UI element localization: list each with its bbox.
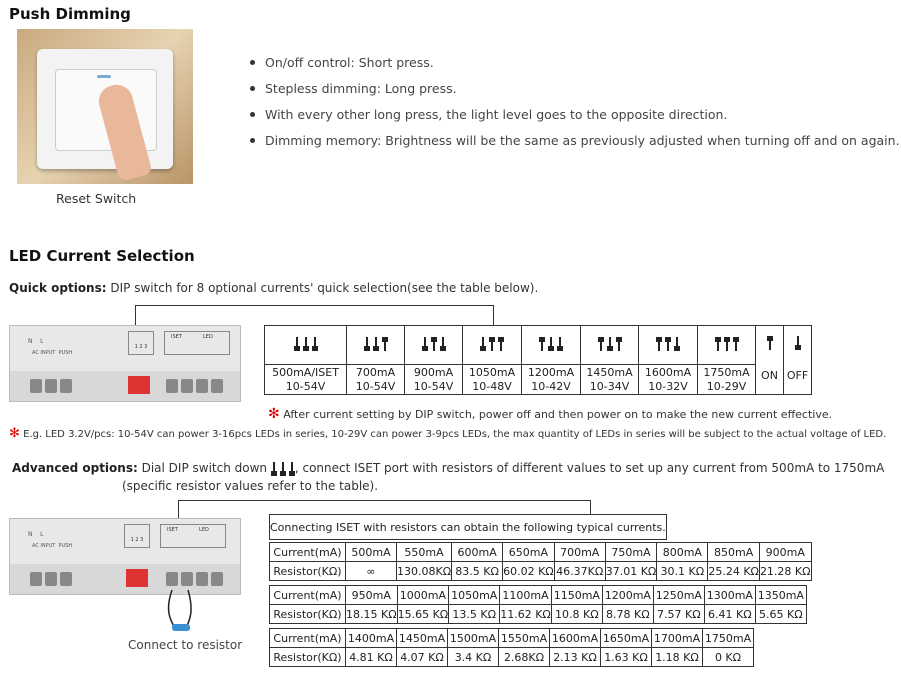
resistor-value: 60.02 KΩ (503, 562, 555, 581)
note-1: ✻ After current setting by DIP switch, power off and then power on to make the new current effective. (268, 406, 833, 422)
resistor-value: 15.65 KΩ (397, 605, 449, 624)
connector-line (493, 305, 494, 325)
dip-switch-icon (715, 337, 739, 351)
dip-switch-icon (364, 337, 388, 351)
resistor-value: 6.41 KΩ (704, 605, 755, 624)
resistor-value: 18.15 KΩ (346, 605, 398, 624)
bullet-item: Stepless dimming: Long press. (250, 81, 900, 107)
resistor-value: 2.13 KΩ (550, 648, 601, 667)
dip-pattern-cell (698, 326, 756, 365)
dip-switch-icon (656, 337, 680, 351)
current-value: 1150mA (551, 586, 602, 605)
current-label: Current(mA) (270, 629, 346, 648)
current-value: 1400mA (346, 629, 397, 648)
current-value: 1750mA (703, 629, 754, 648)
dip-voltage-cell: 10-54V (347, 380, 405, 395)
resistor-value: 4.07 KΩ (397, 648, 448, 667)
current-value: 800mA (657, 543, 708, 562)
connector-line (135, 305, 136, 325)
current-value: 650mA (503, 543, 555, 562)
resistor-table (269, 514, 812, 667)
led-current-title: LED Current Selection (9, 247, 195, 265)
resistor-value: 11.62 KΩ (500, 605, 552, 624)
current-value: 1650mA (601, 629, 652, 648)
current-value: 600mA (452, 543, 503, 562)
resistor-value: 25.24 KΩ (708, 562, 760, 581)
current-label: Current(mA) (270, 543, 346, 562)
resistor-value: 83.5 KΩ (452, 562, 503, 581)
dip-voltage-cell: 10-54V (265, 380, 347, 395)
current-value: 900mA (759, 543, 811, 562)
resistor-value: 4.81 KΩ (346, 648, 397, 667)
dip-switch-icon (598, 337, 622, 351)
current-value: 1250mA (653, 586, 704, 605)
current-value: 850mA (708, 543, 760, 562)
advanced-options-text-2: (specific resistor values refer to the table). (122, 479, 379, 493)
dip-off-label: OFF (786, 369, 809, 382)
dip-switch-icon (480, 337, 504, 351)
connector-line (178, 500, 179, 518)
dip-current-cell: 700mA (347, 365, 405, 380)
dip-pattern-cell (265, 326, 347, 365)
current-value: 750mA (605, 543, 657, 562)
dip-pattern-cell (522, 326, 581, 365)
current-value: 1200mA (602, 586, 653, 605)
current-value: 950mA (346, 586, 398, 605)
push-bullets (250, 55, 900, 159)
current-value: 1000mA (397, 586, 449, 605)
resistor-table-title: Connecting ISET with resistors can obtain the following typical currents. (270, 515, 667, 540)
dip-switch-icon (422, 337, 446, 351)
dip-switch-icon (767, 336, 773, 350)
quick-options-text: Quick options: DIP switch for 8 optional currents' quick selection(see the table below). (9, 281, 539, 295)
push-dimming-title: Push Dimming (9, 5, 131, 23)
dip-current-cell: 1050mA (463, 365, 522, 380)
asterisk-icon: ✻ (9, 426, 20, 441)
current-value: 1100mA (500, 586, 552, 605)
dip-current-table (264, 325, 812, 395)
resistor-value: 0 KΩ (703, 648, 754, 667)
current-value: 500mA (346, 543, 397, 562)
dip-pattern-cell (639, 326, 698, 365)
current-value: 550mA (397, 543, 452, 562)
resistor-value: 46.37KΩ (554, 562, 605, 581)
resistor-value: 1.63 KΩ (601, 648, 652, 667)
current-value: 1350mA (755, 586, 806, 605)
dip-voltage-cell: 10-48V (463, 380, 522, 395)
resistor-value: 130.08KΩ (397, 562, 452, 581)
current-value: 700mA (554, 543, 605, 562)
resistor-value: 3.4 KΩ (448, 648, 499, 667)
note-2: ✻ E.g. LED 3.2V/pcs: 10-54V can power 3-16pcs LEDs in series, 10-29V can power 3-9pcs LEDs, the max quantity of LEDs in series will be subject to the actual voltage of LED. (9, 426, 887, 441)
dip-current-cell: 500mA/ISET (265, 365, 347, 380)
current-value: 1300mA (704, 586, 755, 605)
resistor-value: 2.68KΩ (499, 648, 550, 667)
dip-off-legend (784, 326, 812, 395)
iset-led-label: ISET LED (164, 331, 230, 355)
dip-voltage-cell: 10-54V (405, 380, 463, 395)
current-label: Current(mA) (270, 586, 346, 605)
dip-switch-icon (294, 337, 318, 351)
dip-pattern-cell (581, 326, 639, 365)
current-value: 1500mA (448, 629, 499, 648)
dip-down-icon (271, 462, 295, 476)
resistor-value: 13.5 KΩ (449, 605, 500, 624)
dip-pattern-cell (347, 326, 405, 365)
resistor-wire-icon (160, 590, 210, 638)
bullet-item: On/off control: Short press. (250, 55, 900, 81)
current-value: 1700mA (652, 629, 703, 648)
dip-current-cell: 1600mA (639, 365, 698, 380)
dip-current-cell: 1450mA (581, 365, 639, 380)
dip-current-cell: 900mA (405, 365, 463, 380)
resistor-value: 8.78 KΩ (602, 605, 653, 624)
dip-switch-icon (128, 376, 150, 394)
current-value: 1600mA (550, 629, 601, 648)
resistor-value: ∞ (346, 562, 397, 581)
connect-resistor-caption: Connect to resistor (128, 638, 243, 652)
dip-on-legend (756, 326, 784, 395)
connector-line (590, 500, 591, 514)
reset-switch-caption: Reset Switch (56, 191, 137, 206)
driver-device-image: N L AC INPUT PUSH 1 2 3 ISET LED (9, 518, 241, 595)
connector-line (178, 500, 590, 501)
resistor-value: 5.65 KΩ (755, 605, 806, 624)
dip-voltage-cell: 10-34V (581, 380, 639, 395)
dip-switch-icon (795, 336, 801, 350)
dip-switch-icon (539, 337, 563, 351)
driver-device-image: N L AC INPUT PUSH 1 2 3 ISET LED (9, 325, 241, 402)
dip-voltage-cell: 10-32V (639, 380, 698, 395)
resistor-label: Resistor(KΩ) (270, 562, 346, 581)
resistor-value: 10.8 KΩ (551, 605, 602, 624)
resistor-label: Resistor(KΩ) (270, 605, 346, 624)
dip-on-label: ON (761, 369, 778, 382)
connector-line (135, 305, 493, 306)
reset-switch-photo (17, 29, 193, 184)
dip-switch-icon (126, 569, 148, 587)
dip-pattern-cell (405, 326, 463, 365)
dip-voltage-cell: 10-29V (698, 380, 756, 395)
current-value: 1550mA (499, 629, 550, 648)
bullet-item: Dimming memory: Brightness will be the same as previously adjusted when turning off and on again. (250, 133, 900, 159)
advanced-options-text: Advanced options: Dial DIP switch down , connect ISET port with resistors of different values to set up any current from 500mA to 1750mA (12, 461, 885, 475)
asterisk-icon: ✻ (268, 406, 280, 422)
dip-voltage-cell: 10-42V (522, 380, 581, 395)
dip-current-cell: 1750mA (698, 365, 756, 380)
resistor-value: 1.18 KΩ (652, 648, 703, 667)
resistor-value: 7.57 KΩ (653, 605, 704, 624)
resistor-value: 30.1 KΩ (657, 562, 708, 581)
resistor-value: 37.01 KΩ (605, 562, 657, 581)
bullet-item: With every other long press, the light level goes to the opposite direction. (250, 107, 900, 133)
resistor-label: Resistor(KΩ) (270, 648, 346, 667)
current-value: 1450mA (397, 629, 448, 648)
current-value: 1050mA (449, 586, 500, 605)
dip-pattern-cell (463, 326, 522, 365)
resistor-value: 21.28 KΩ (759, 562, 811, 581)
dip-current-cell: 1200mA (522, 365, 581, 380)
